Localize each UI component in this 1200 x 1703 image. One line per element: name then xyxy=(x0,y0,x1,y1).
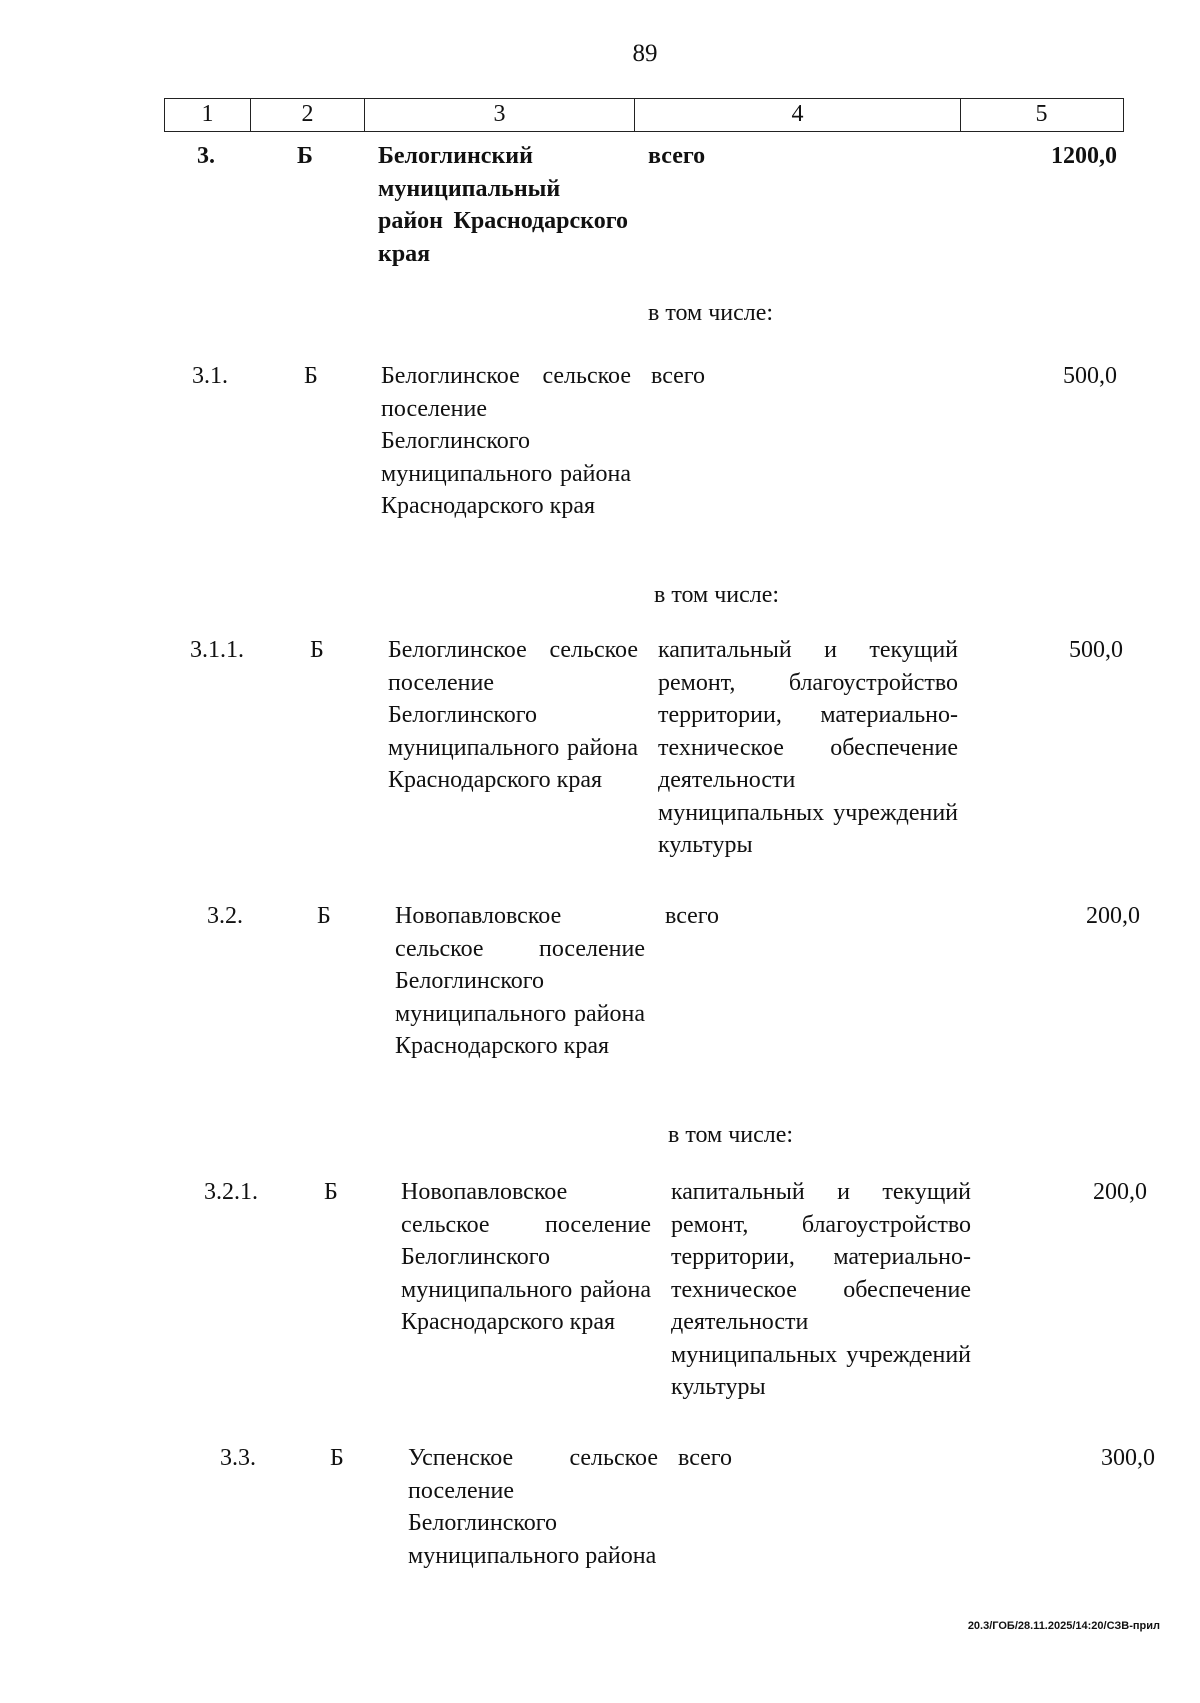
header-col-2: 2 xyxy=(251,99,365,131)
row-description: всего xyxy=(648,143,706,169)
row-type: Б xyxy=(310,637,324,663)
document-code: 20.3/ГОБ/28.11.2025/14:20/СЗВ-прил xyxy=(967,1620,1160,1632)
row-description: всего xyxy=(651,363,706,389)
table-row xyxy=(220,1442,1155,1582)
row-number: 3.2.1. xyxy=(204,1179,258,1205)
row-number: 3.3. xyxy=(220,1445,256,1471)
row-amount: 1200,0 xyxy=(1051,143,1117,169)
row-description: капитальный и текущий ремонт, благоустройство территории, материально-техническое обеспечение деятельности муниципальных учреждений культуры xyxy=(671,1179,971,1400)
page-number: 89 xyxy=(632,40,658,67)
in-that-number-label: в том числе: xyxy=(668,1122,794,1148)
row-amount: 200,0 xyxy=(1086,903,1140,929)
table-row xyxy=(192,360,1127,560)
row-number: 3.1. xyxy=(192,363,228,389)
row-name: Белоглинское сельское поселение Белоглинского муниципального района Краснодарского края xyxy=(381,363,631,519)
row-name: Белоглинский муниципальный район Краснодарского края xyxy=(378,143,628,267)
header-col-5: 5 xyxy=(1035,101,1048,127)
row-amount: 500,0 xyxy=(1069,637,1123,663)
row-amount: 200,0 xyxy=(1093,1179,1147,1205)
table-header xyxy=(164,98,1124,132)
header-col-1: 1 xyxy=(165,99,251,131)
row-amount: 300,0 xyxy=(1101,1445,1155,1471)
row-number: 3.2. xyxy=(207,903,243,929)
row-amount: 500,0 xyxy=(1063,363,1117,389)
table-row xyxy=(204,1176,1147,1406)
row-type: Б xyxy=(330,1445,344,1471)
table-row xyxy=(197,140,1117,280)
row-type: Б xyxy=(297,143,313,169)
header-col-3: 3 xyxy=(365,99,635,131)
row-name: Белоглинское сельское поселение Белоглинского муниципального района Краснодарского края xyxy=(388,637,638,793)
row-name: Новопавловское сельское поселение Белоглинского муниципального района Краснодарского края xyxy=(395,903,645,1059)
row-number: 3.1.1. xyxy=(190,637,244,663)
row-type: Б xyxy=(324,1179,338,1205)
row-number: 3. xyxy=(197,143,215,169)
in-that-number-label: в том числе: xyxy=(648,300,774,326)
table-row xyxy=(207,900,1140,1100)
row-description: всего xyxy=(678,1445,733,1471)
row-description: капитальный и текущий ремонт, благоустройство территории, материально-техническое обеспечение деятельности муниципальных учреждений культуры xyxy=(658,637,958,858)
table-row xyxy=(190,634,1133,864)
row-description: всего xyxy=(665,903,720,929)
row-name: Новопавловское сельское поселение Белоглинского муниципального района Краснодарского края xyxy=(401,1179,651,1335)
header-col-4: 4 xyxy=(635,99,961,131)
row-type: Б xyxy=(304,363,318,389)
row-name: Успенское сельское поселение Белоглинского муниципального района xyxy=(408,1445,658,1569)
in-that-number-label: в том числе: xyxy=(654,582,780,608)
row-type: Б xyxy=(317,903,331,929)
